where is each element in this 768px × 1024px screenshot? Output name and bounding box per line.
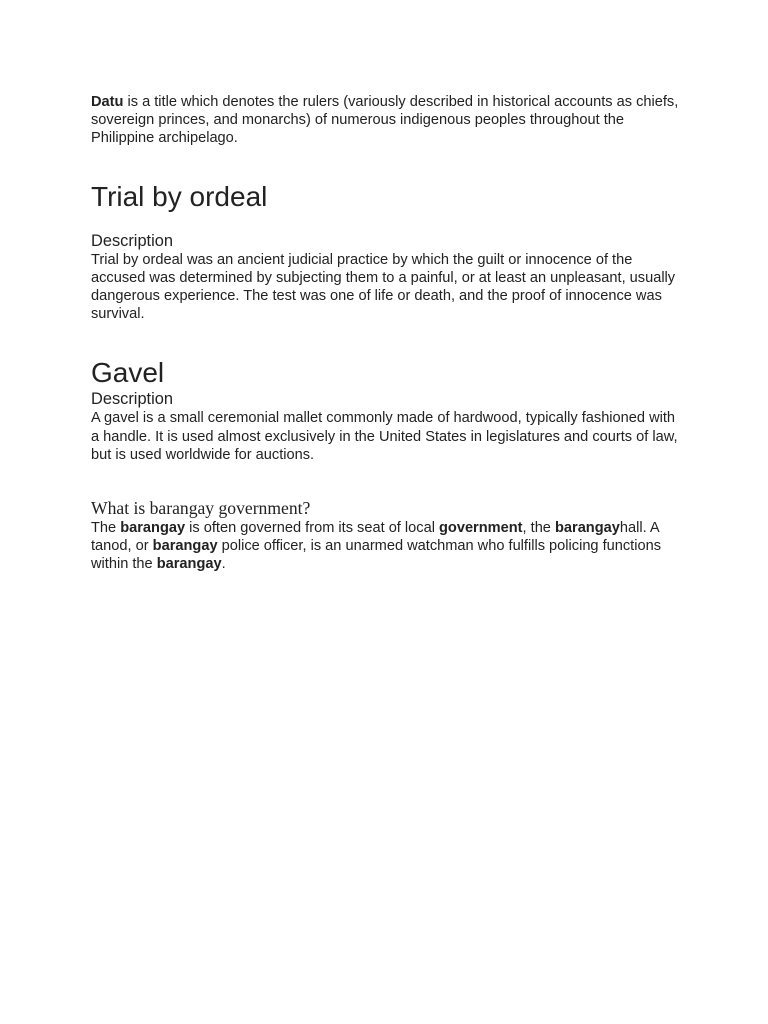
document-page [91,93,681,574]
barangay-bold-term: barangay [156,556,222,573]
barangay-bold-term: barangay [554,520,620,537]
trial-description-label: Description [91,231,173,250]
barangay-text-part: . [221,556,226,573]
barangay-bold-term: barangay [120,520,186,537]
barangay-text-part: , the [522,520,555,537]
datu-paragraph [91,93,681,148]
barangay-bold-term: barangay [152,538,218,555]
barangay-text-part: hall. A tanod, or [91,520,659,555]
datu-term: Datu [91,94,124,110]
gavel-description-text: A gavel is a small ceremonial mallet commonly made of hardwood, typically fashioned with a handle. It is used almost exclusively in the United States in legislatures and courts of law, but is used worldwide for auctions. [91,410,678,463]
barangay-text-part: The [91,520,121,537]
barangay-text-part: police officer, is an unarmed watchman who fulfills policing functions within the [91,538,662,573]
gavel-description-label: Description [91,390,173,409]
datu-text: is a title which denotes the rulers (variously described in historical accounts as chiefs, sovereign princes, and monarchs) of numerous indigenous peoples throughout the Philippine archipelago. [91,94,679,147]
barangay-question-heading: What is barangay government? [91,498,311,519]
gavel-heading: Gavel [91,357,165,389]
trial-by-ordeal-heading: Trial by ordeal [91,180,268,212]
barangay-paragraph [91,519,681,574]
trial-description-text: Trial by ordeal was an ancient judicial practice by which the guilt or innocence of the accused was determined by subjecting them to a painful, or at least an unpleasant, usually dangerous experience. The test was one of life or death, and the proof of innocence was survival. [91,251,676,323]
government-bold-term: government [439,520,523,537]
barangay-text-part: is often governed from its seat of local [185,520,439,537]
